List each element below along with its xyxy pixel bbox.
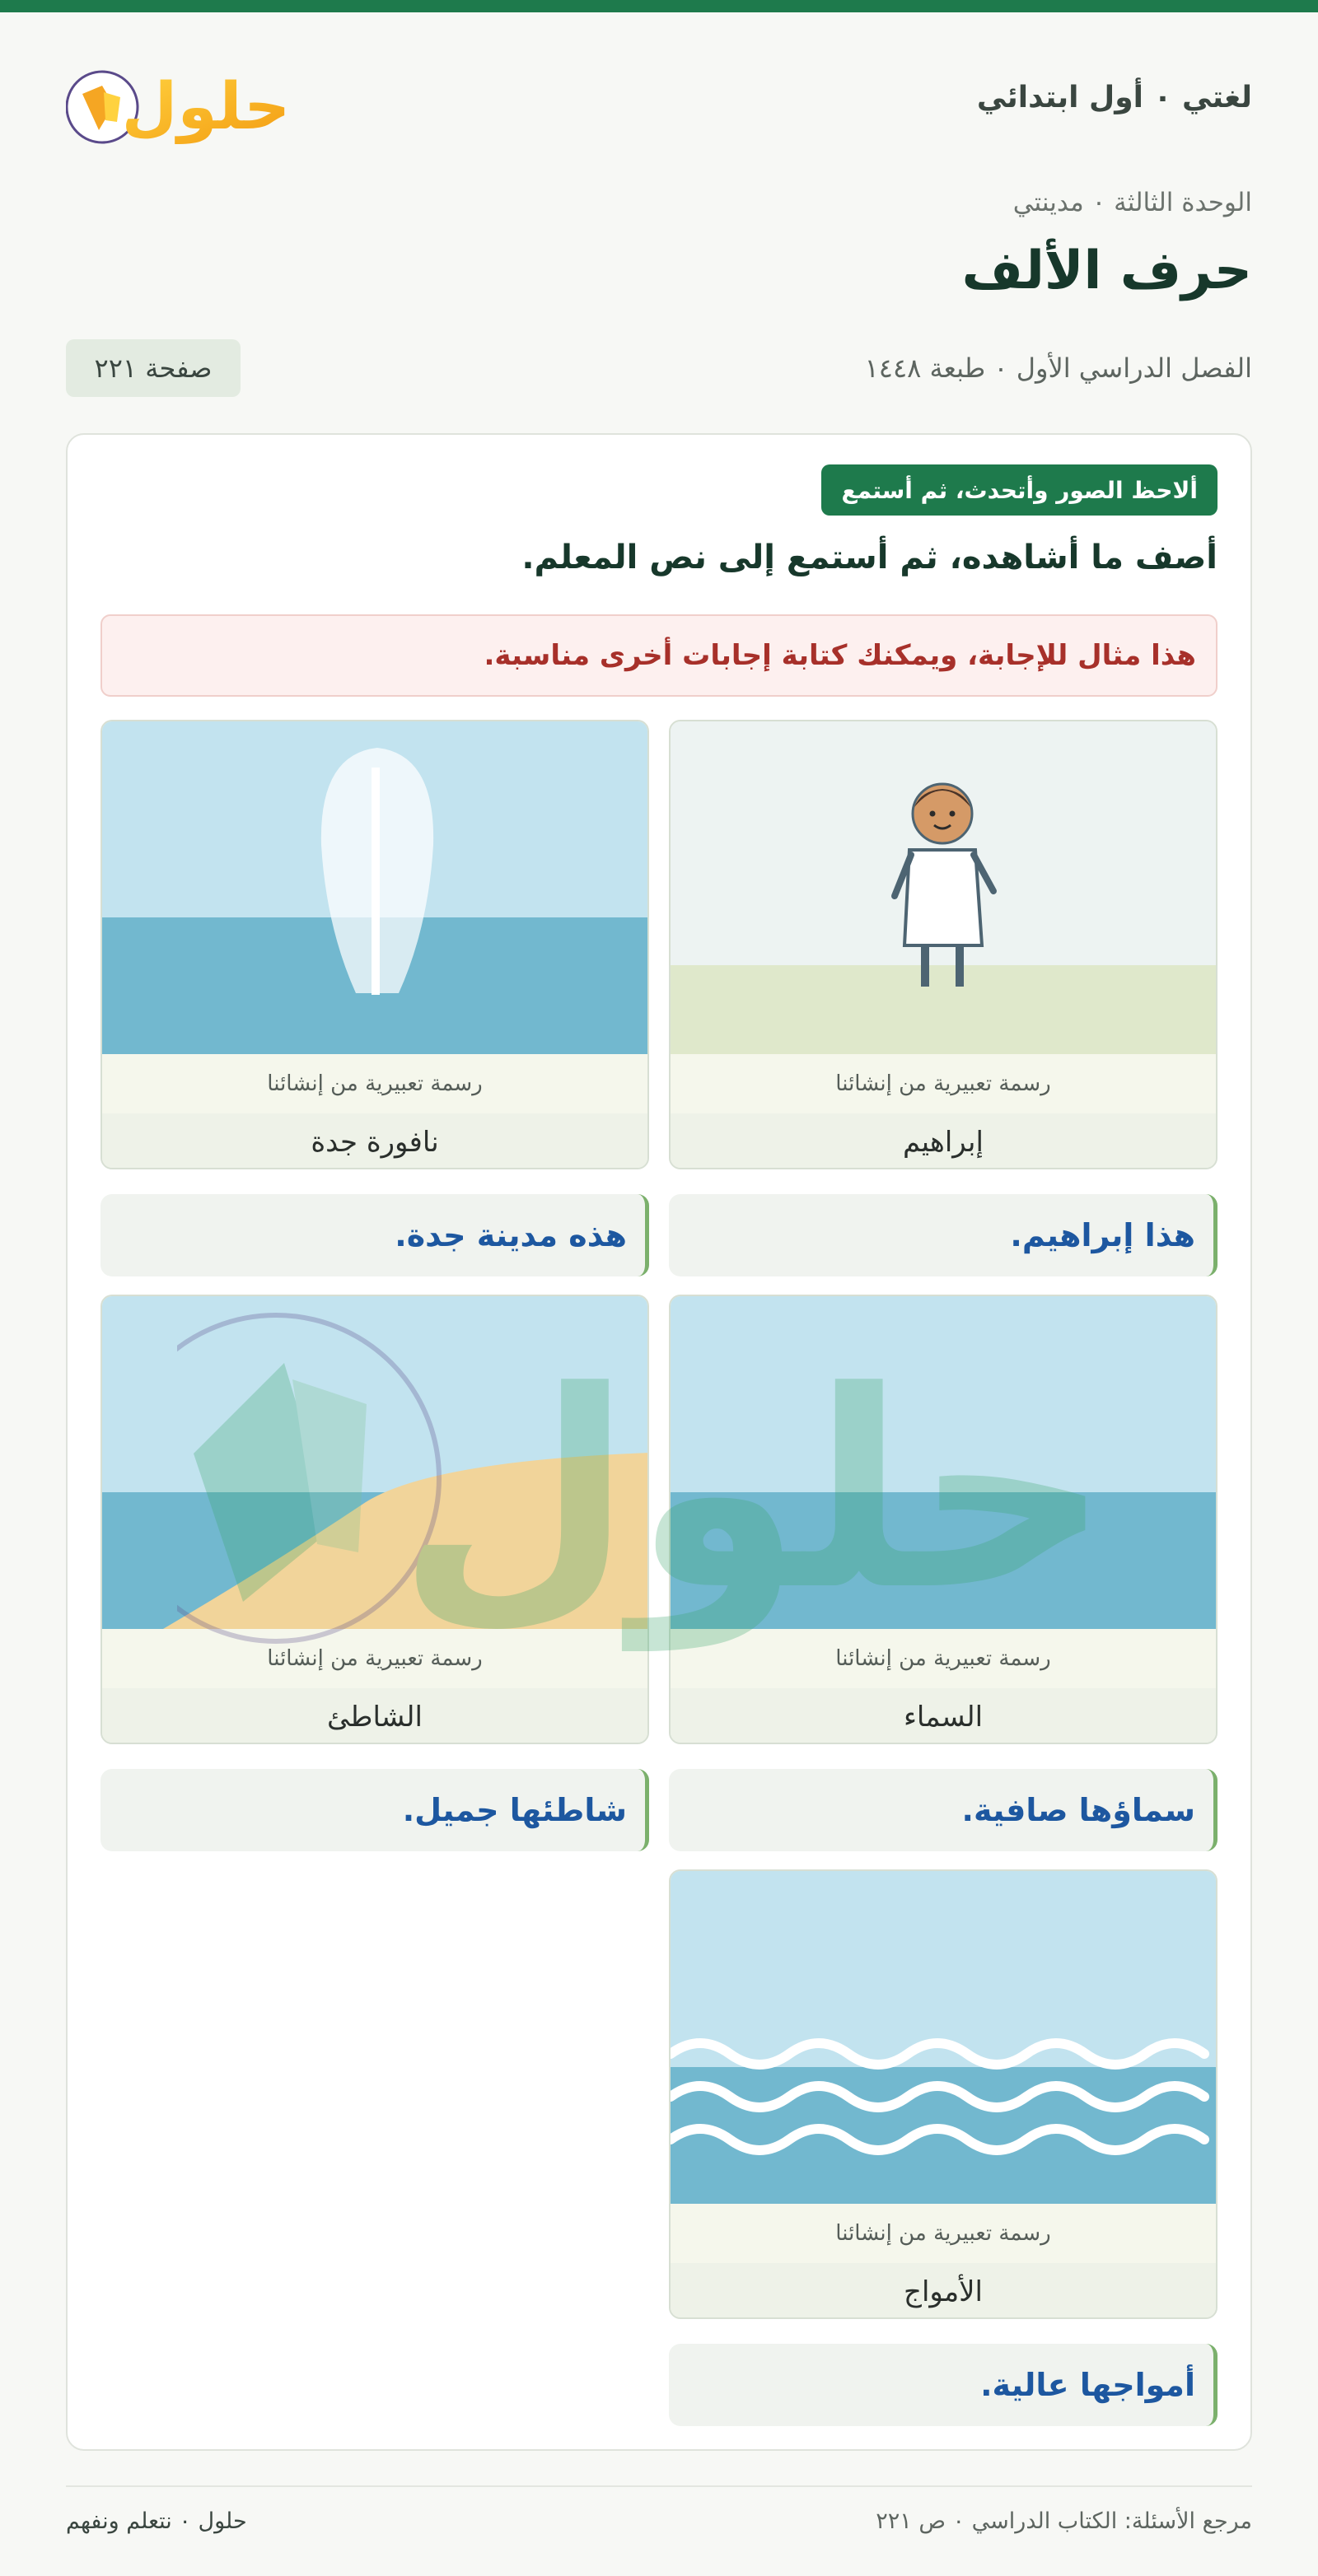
page-number-badge: صفحة ٢٢١: [66, 339, 241, 397]
exercise-instruction: أصف ما أشاهده، ثم أستمع إلى نص المعلم.: [521, 539, 1218, 576]
image-caption: نافورة جدة: [102, 1113, 647, 1169]
image-tile-beach: [100, 1295, 649, 1744]
unit-label: الوحدة الثالثة ٠ مدينتي: [1012, 188, 1252, 217]
image-credit: رسمة تعبيرية من إنشائنا: [102, 1054, 647, 1113]
image-caption: السماء: [671, 1688, 1216, 1744]
image-caption: الأمواج: [671, 2263, 1216, 2319]
image-credit: رسمة تعبيرية من إنشائنا: [671, 1054, 1216, 1113]
logo-icon: [66, 56, 288, 152]
fountain-illustration-icon: [102, 721, 649, 1054]
answer-box: أمواجها عالية.: [669, 2344, 1218, 2426]
term-label: الفصل الدراسي الأول ٠ طبعة ١٤٤٨: [864, 352, 1252, 384]
image-tile-waves: [669, 1869, 1218, 2319]
page-header: [66, 56, 1252, 152]
footer-reference: مرجع الأسئلة: الكتاب الدراسي ٠ ص ٢٢١: [876, 2508, 1252, 2534]
image-credit: رسمة تعبيرية من إنشائنا: [671, 1629, 1216, 1688]
answer-note: هذا مثال للإجابة، ويمكنك كتابة إجابات أخرى مناسبة.: [100, 614, 1218, 697]
footer-brand[interactable]: حلول ٠ نتعلم ونفهم: [66, 2508, 247, 2534]
brand-logo[interactable]: [66, 56, 288, 152]
svg-text:حلول: حلول: [397, 1333, 1110, 1650]
image-tile-fountain: [100, 720, 649, 1169]
waves-illustration-icon: [671, 1871, 1218, 2204]
answer-box: هذا إبراهيم.: [669, 1194, 1218, 1276]
image-tile-sky: [669, 1295, 1218, 1744]
image-caption: إبراهيم: [671, 1113, 1216, 1169]
image-credit: رسمة تعبيرية من إنشائنا: [102, 1629, 647, 1688]
sky-illustration-icon: [671, 1296, 1218, 1629]
image-tile-ibrahim: [669, 720, 1218, 1169]
answer-box: هذه مدينة جدة.: [100, 1194, 649, 1276]
grade-label: لغتي ٠ أول ابتدائي: [976, 81, 1252, 114]
page-title: حرف الألف: [961, 240, 1252, 301]
boy-illustration-icon: [671, 721, 1218, 1054]
top-accent-bar: [0, 0, 1318, 12]
image-credit: رسمة تعبيرية من إنشائنا: [671, 2204, 1216, 2263]
footer-divider: [66, 2485, 1252, 2487]
exercise-card: [66, 433, 1252, 2451]
svg-text:حلول: حلول: [121, 70, 288, 144]
exercise-tag: ألاحظ الصور وأتحدث، ثم أستمع: [821, 464, 1218, 516]
beach-illustration-icon: [102, 1296, 649, 1629]
answer-box: شاطئها جميل.: [100, 1769, 649, 1851]
image-caption: الشاطئ: [102, 1688, 647, 1744]
answer-box: سماؤها صافية.: [669, 1769, 1218, 1851]
